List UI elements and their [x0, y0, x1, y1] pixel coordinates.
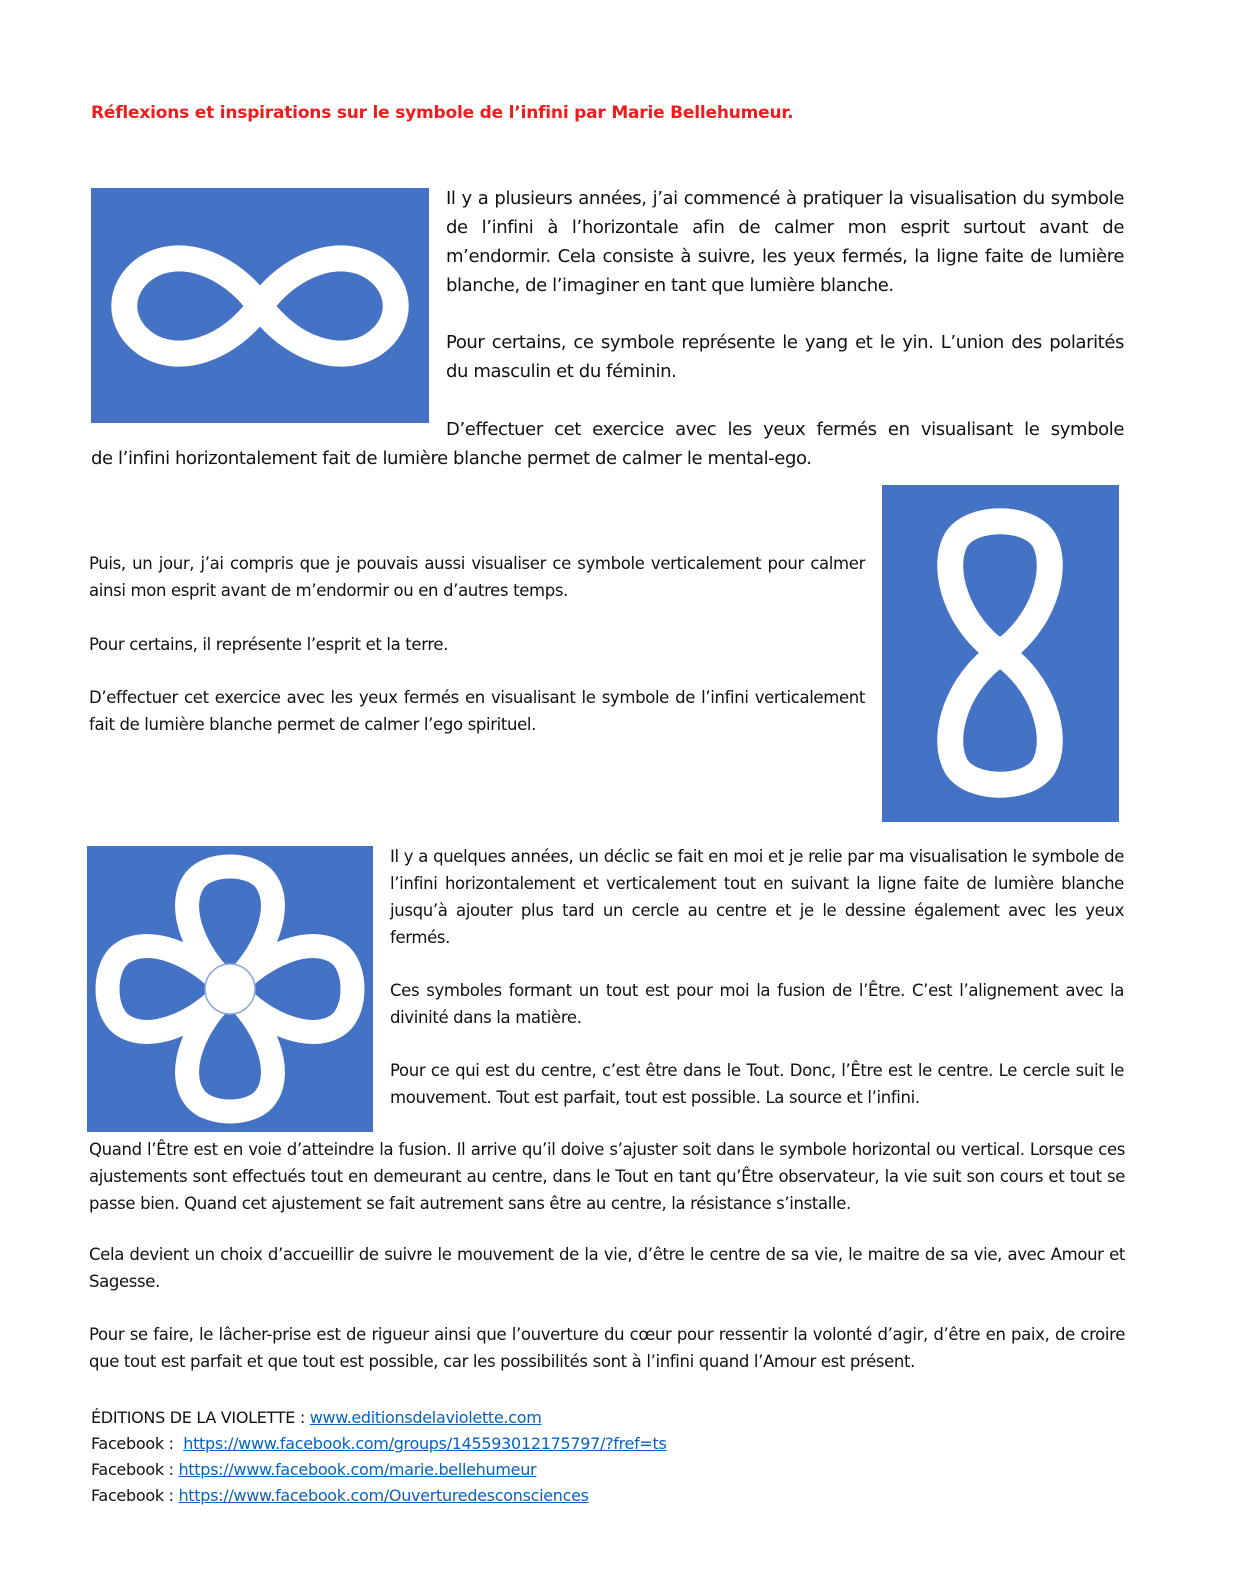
footer-row-facebook-1: [91, 1431, 667, 1457]
section1-paragraph-2: Pour certains, ce symbole représente le yang et le yin. L’union des polarités du masculin et du féminin.: [446, 332, 1124, 382]
vertical-infinity-icon: [882, 485, 1119, 822]
section3-paragraph-4: Quand l’Être est en voie d’atteindre la fusion. Il arrive qu’il doive s’ajuster soit dans le symbole horizontal ou vertical. Lorsque ces ajustements sont effectués tout en demeurant au centre, dans le Tout en tant qu’Être observateur, la vie suit son cours et tout se passe bien. Quand cet ajustement se fait autrement sans être au centre, la résistance s’installe.: [89, 1140, 1125, 1213]
horizontal-infinity-icon: [91, 188, 429, 423]
footer-row-facebook-3: [91, 1483, 667, 1509]
footer-row-editions: [91, 1405, 667, 1431]
section1-paragraph-1: Il y a plusieurs années, j’ai commencé à pratiquer la visualisation du symbole de l’infini à l’horizontale afin de calmer mon esprit surtout avant de m’endormir. Cela consiste à suivre, les yeux fermés, la ligne faite de lumière blanche, de l’imaginer en tant que lumière blanche.: [446, 188, 1124, 296]
facebook-label-3: Facebook :: [91, 1486, 179, 1505]
vertical-infinity-figure: [882, 485, 1119, 822]
editions-label: ÉDITIONS DE LA VIOLETTE :: [91, 1408, 310, 1427]
fusion-symbol-figure: [87, 846, 373, 1132]
facebook-label-1: Facebook :: [91, 1434, 184, 1453]
facebook-link-1[interactable]: https://www.facebook.com/groups/145593012175797/?fref=ts: [183, 1434, 667, 1453]
section1-paragraph-3b: de l’infini horizontalement fait de lumière blanche permet de calmer le mental-ego.: [91, 448, 812, 469]
section3-paragraph-1: Il y a quelques années, un déclic se fait en moi et je relie par ma visualisation le symbole de l’infini horizontalement et verticalement tout en suivant la ligne faite de lumière blanche jusqu’à ajouter plus tard un cercle au centre et je le dessine également avec les yeux fermés.: [390, 847, 1124, 947]
editions-link[interactable]: www.editionsdelaviolette.com: [309, 1408, 542, 1427]
facebook-label-2: Facebook :: [91, 1460, 179, 1479]
section3-paragraph-5: Cela devient un choix d’accueillir de suivre le mouvement de la vie, d’être le centre de sa vie, le maitre de sa vie, avec Amour et Sagesse.: [89, 1245, 1125, 1291]
section3-paragraph-3: Pour ce qui est du centre, c’est être dans le Tout. Donc, l’Être est le centre. Le cercle suit le mouvement. Tout est parfait, tout est possible. La source et l’infini.: [390, 1061, 1124, 1107]
horizontal-infinity-figure: [91, 188, 429, 423]
section3-paragraph-2: Ces symboles formant un tout est pour moi la fusion de l’Être. C’est l’alignement avec la divinité dans la matière.: [390, 981, 1124, 1027]
section2-paragraph-2: Pour certains, il représente l’esprit et la terre.: [89, 635, 449, 654]
facebook-link-3[interactable]: https://www.facebook.com/Ouverturedesconsciences: [178, 1486, 589, 1505]
section3-paragraph-6: Pour se faire, le lâcher-prise est de rigueur ainsi que l’ouverture du cœur pour ressentir la volonté d’agir, d’être en paix, de croire que tout est parfait et que tout est possible, car les possibilités sont à l’infini quand l’Amour est présent.: [89, 1325, 1125, 1371]
footer-row-facebook-2: [91, 1457, 667, 1483]
page-title: Réflexions et inspirations sur le symbole de l’infini par Marie Bellehumeur.: [91, 103, 794, 123]
section2-paragraph-1: Puis, un jour, j’ai compris que je pouvais aussi visualiser ce symbole verticalement pour calmer ainsi mon esprit avant de m’endormir ou en d’autres temps.: [89, 554, 865, 600]
footer-links: [91, 1405, 667, 1509]
section1-paragraph-3a: D’effectuer cet exercice avec les yeux fermés en visualisant le symbole: [446, 419, 1124, 440]
section2-paragraph-3: D’effectuer cet exercice avec les yeux fermés en visualisant le symbole de l’infini verticalement fait de lumière blanche permet de calmer l’ego spirituel.: [89, 688, 865, 734]
fusion-symbol-icon: [87, 846, 373, 1132]
facebook-link-2[interactable]: https://www.facebook.com/marie.bellehumeur: [178, 1460, 537, 1479]
